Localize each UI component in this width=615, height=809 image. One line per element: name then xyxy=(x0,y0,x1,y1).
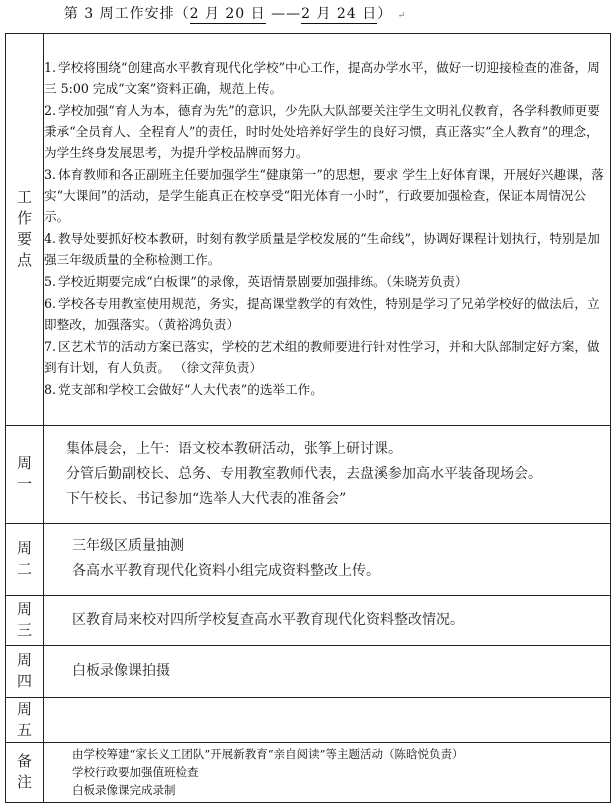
wednesday-label: 周 三 xyxy=(6,595,44,645)
thursday-cell xyxy=(44,645,611,697)
title-dash: —— xyxy=(265,6,302,22)
work-point-number: 6. xyxy=(44,296,57,312)
tuesday-row xyxy=(6,523,611,595)
monday-entry: 分管后勤副校长、总务、专用教室教师代表，去盘溪参加高水平装备现场会。 xyxy=(66,465,542,482)
work-point-number: 4. xyxy=(44,231,57,247)
title-end-date: 2 月 24 日 xyxy=(301,6,378,22)
monday-entry: 集体晨会，上午：语文校本教研活动，张筝上研讨课。 xyxy=(66,440,402,457)
wednesday-cell xyxy=(44,595,611,645)
work-point-item xyxy=(44,100,610,164)
work-point-item xyxy=(44,271,610,293)
work-point-item xyxy=(44,379,610,401)
note-item: 学校行政要加强值班检查 xyxy=(72,765,199,780)
work-point-number: 8. xyxy=(44,382,57,398)
tuesday-entry: 三年级区质量抽测 xyxy=(72,538,184,555)
work-point-text: 学校近期要完成“白板课”的录像，英语情景剧要加强排练。（朱晓芳负责） xyxy=(58,274,468,290)
note-item: 由学校筹建“家长义工团队”开展新教育“亲自阅读”等主题活动（陈晗悦负责） xyxy=(72,747,464,762)
page-title xyxy=(0,5,470,25)
work-point-text: 学校将围绕“创建高水平教育现代化学校”中心工作，提高办学水平，做好一切迎接检查的准备，周三 5:00 完成“文案”资料正确，规范上传。 xyxy=(44,60,600,97)
thursday-entry: 白板录像课拍摄 xyxy=(72,662,170,679)
work-points-label: 工 作 要 点 xyxy=(6,34,44,426)
work-point-text: 体育教师和各正副班主任要加强学生“健康第一”的思想，要求 学生上好体育课，开展好兴趣课，落实“大课间”的活动，是学生能真正在校享受“阳光体育一小时”，行政要加强检查，保证本周情况公示。 xyxy=(44,167,604,225)
work-points-row xyxy=(6,34,611,426)
work-point-item xyxy=(44,293,610,336)
tuesday-cell xyxy=(44,523,611,595)
wednesday-entry: 区教育局来校对四所学校复查高水平教育现代化资料整改情况。 xyxy=(72,611,464,628)
work-point-text: 学校各专用教室使用规范，务实，提高课堂教学的有效性，特别是学习了兄弟学校好的做法后，立即整改，加强落实。（黄裕鸿负责） xyxy=(44,296,600,333)
friday-label: 周 五 xyxy=(6,697,44,742)
work-point-text: 学校加强“育人为本，德育为先”的意识，少先队大队部要关注学生文明礼仪教育，各学科教师更要秉承“全员育人、全程育人”的责任，时时处处培养好学生的良好习惯，真正落实“全人教育”的理念，为学生终身发展思考，为提升学校品牌而努力。 xyxy=(44,103,600,161)
work-point-item xyxy=(44,228,610,271)
work-points-cell xyxy=(44,34,611,426)
note-item: 白板录像课完成录制 xyxy=(72,783,176,798)
work-point-item xyxy=(44,164,610,228)
tuesday-entry: 各高水平教育现代化资料小组完成资料整改上传。 xyxy=(72,563,380,580)
notes-label: 备 注 xyxy=(6,742,44,802)
tuesday-label: 周 二 xyxy=(6,523,44,595)
work-point-text: 教导处要抓好校本教研，时刻有教学质量是学校发展的“生命线”，协调好课程计划执行，特别是加强三年级质量的全称检测工作。 xyxy=(44,231,600,268)
monday-row xyxy=(6,425,611,523)
title-start-date: 2 月 20 日 xyxy=(189,6,266,22)
thursday-row xyxy=(6,645,611,697)
friday-cell xyxy=(44,697,611,742)
paragraph-mark-icon: ↵ xyxy=(397,11,407,21)
work-points-list xyxy=(44,57,610,401)
work-point-item xyxy=(44,336,610,379)
friday-row xyxy=(6,697,611,742)
notes-cell xyxy=(44,742,611,802)
work-point-item xyxy=(44,57,610,100)
monday-cell xyxy=(44,425,611,523)
work-point-number: 7. xyxy=(44,339,57,355)
title-suffix: ） xyxy=(377,6,393,22)
work-point-text: 党支部和学校工会做好“人大代表”的选举工作。 xyxy=(58,382,323,398)
monday-entry: 下午校长、书记参加“选举人大代表的准备会” xyxy=(66,490,347,507)
notes-list xyxy=(44,745,610,799)
work-point-number: 2. xyxy=(44,103,57,119)
title-prefix: 第 3 周工作安排（ xyxy=(63,6,190,22)
schedule-table xyxy=(5,33,611,803)
thursday-label: 周 四 xyxy=(6,645,44,697)
work-point-text: 区艺术节的活动方案已落实，学校的艺术组的教师要进行针对性学习，并和大队部制定好方案，做到有计划，有人负责。 （徐文萍负责） xyxy=(44,339,600,376)
work-point-number: 1. xyxy=(44,60,57,76)
work-point-number: 5. xyxy=(44,274,57,290)
monday-label: 周 一 xyxy=(6,425,44,523)
notes-row xyxy=(6,742,611,802)
work-point-number: 3. xyxy=(44,167,57,183)
wednesday-row xyxy=(6,595,611,645)
